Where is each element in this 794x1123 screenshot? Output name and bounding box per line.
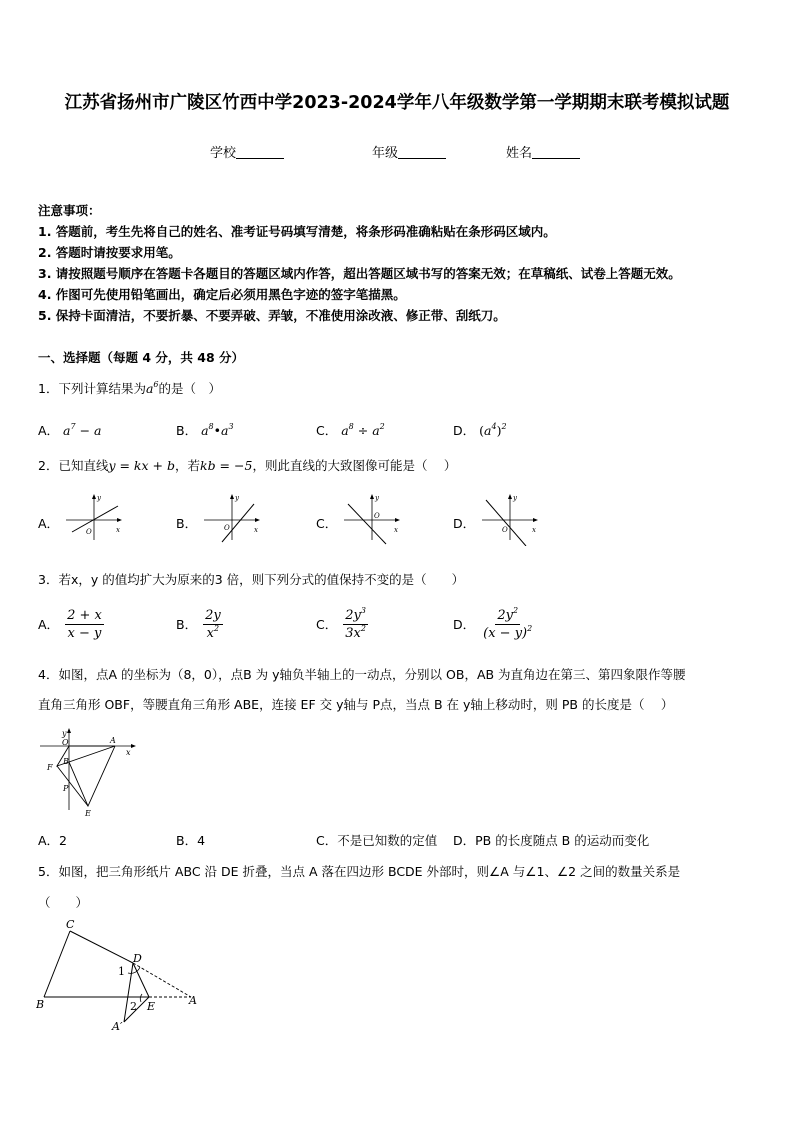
- segment-ef: [57, 766, 88, 806]
- x-axis-arrow: [117, 518, 122, 522]
- q4-option-b: B．4: [176, 833, 206, 848]
- fold-de: [133, 963, 149, 997]
- q1-stem: 1．下列计算结果为$a^6$的是（ ）: [38, 380, 222, 396]
- svg-text:x: x: [394, 526, 398, 534]
- label-c: C: [66, 918, 75, 931]
- label-p: P: [63, 784, 69, 793]
- side-cd: [70, 931, 133, 963]
- section-heading: 一、选择题（每题 4 分，共 48 分）: [38, 350, 245, 365]
- q3-stem: 3．若x，y 的值均扩大为原来的3 倍，则下列分式的值保持不变的是（ ）: [38, 572, 465, 587]
- q2-option-b: B．: [176, 516, 198, 531]
- svg-text:y: y: [235, 494, 239, 502]
- q5-stem-line1: 5．如图，把三角形纸片 ABC 沿 DE 折叠，当点 A 落在四边形 BCDE 外部时，则∠A 与∠1、∠2 之间的数量关系是: [38, 864, 681, 879]
- svg-text:y: y: [513, 494, 517, 502]
- y-label: y: [97, 494, 101, 502]
- label-e: E: [85, 809, 91, 818]
- q2-option-c: C．: [316, 516, 338, 531]
- notice-item-1: 1. 答题前，考生先将自己的姓名、准考证号码填写清楚，将条形码准确粘贴在条形码区域内。: [38, 224, 556, 239]
- q2-graph-a: [62, 490, 126, 546]
- notice-item-3: 3. 请按照题号顺序在答题卡各题目的答题区域内作答，超出答题区域书写的答案无效；在草稿纸、试卷上答题无效。: [38, 266, 681, 281]
- notice-item-2: 2. 答题时请按要求用笔。: [38, 245, 181, 260]
- grade-blank: [398, 146, 446, 159]
- label-y: y: [62, 729, 67, 738]
- label-a: A: [110, 736, 116, 745]
- name-field: [506, 142, 580, 161]
- school-label: 学校: [210, 146, 237, 161]
- svg-text:O: O: [374, 512, 380, 520]
- label-d: D: [133, 952, 142, 965]
- label-f: F: [47, 763, 53, 772]
- label-a: A: [189, 994, 197, 1007]
- label-b: B: [63, 757, 69, 766]
- label-o: O: [62, 738, 69, 747]
- q1-option-c: C． $a^8 \div a^2$: [316, 422, 385, 438]
- q3-option-d: D． $\frac{2y^2}{(x - y)^2}$: [453, 606, 533, 641]
- x-label: x: [116, 526, 120, 534]
- q2-graph-b: [200, 490, 264, 546]
- side-da-prime: [124, 963, 133, 1022]
- q5-figure: [36, 918, 206, 1036]
- q2-graph-d: [478, 490, 542, 546]
- x-axis-arrow: [131, 744, 136, 748]
- q4-stem-line1: 4．如图，点A 的坐标为（8，0），点B 为 y轴负半轴上的一动点，分别以 OB，AB 为直角边在第三、第四象限作等腰: [38, 667, 686, 682]
- q5-stem-line2: （ ）: [38, 895, 89, 910]
- q2-option-d: D．: [453, 516, 476, 531]
- q1-option-d: D． $(a^4)^2$: [453, 422, 507, 438]
- name-blank: [532, 146, 580, 159]
- grade-label: 年级: [372, 146, 399, 161]
- q4-stem-line2: 直角三角形 OBF，等腰直角三角形 ABE，连接 EF 交 y轴与 P点，当点 B 在 y轴上移动时，则 PB 的长度是（ ）: [38, 697, 674, 712]
- label-b: B: [36, 998, 45, 1011]
- q1-option-a: A． $a^7 - a$: [38, 422, 102, 438]
- school-blank: [236, 146, 284, 159]
- origin-label: O: [86, 528, 92, 536]
- school-field: [210, 142, 284, 161]
- label-angle-1: 1: [118, 965, 125, 978]
- q3-option-a: A． $\frac{2 + x}{x - y}$: [38, 608, 102, 641]
- grade-field: [372, 142, 446, 161]
- svg-text:x: x: [254, 526, 258, 534]
- q3-option-c: C． $\frac{2y^3}{3x^2}$: [316, 606, 366, 641]
- notice-item-5: 5. 保持卡面清洁，不要折暴、不要弄破、弄皱，不准使用涂改液、修正带、刮纸刀。: [38, 308, 506, 323]
- label-angle-2: 2: [130, 1000, 137, 1013]
- page-title: 江苏省扬州市广陵区竹西中学2023-2024学年八年级数学第一学期期末联考模拟试题: [64, 93, 730, 113]
- q2-graph-c: [340, 490, 404, 546]
- name-label: 姓名: [506, 146, 533, 161]
- q4-option-a: A．2: [38, 833, 68, 848]
- y-axis-arrow: [67, 728, 71, 733]
- q4-option-d: D．PB 的长度随点 B 的运动而变化: [453, 833, 650, 848]
- q2-stem: 2．已知直线y = kx + b，若kb = −5，则此直线的大致图像可能是（ ）: [38, 458, 457, 473]
- angle-1-arc: [128, 967, 140, 973]
- svg-text:O: O: [502, 526, 508, 534]
- svg-text:x: x: [532, 526, 536, 534]
- label-e: E: [147, 1000, 156, 1013]
- svg-text:y: y: [375, 494, 379, 502]
- triangle-abe: [69, 746, 115, 806]
- side-bc: [44, 931, 70, 997]
- notice-heading: 注意事项：: [38, 203, 101, 218]
- svg-text:O: O: [224, 524, 230, 532]
- q1-option-b: B． $a^8•a^3$: [176, 422, 234, 438]
- q2-option-a: A．: [38, 516, 60, 531]
- dashed-da: [133, 963, 191, 997]
- label-a-prime: A′: [112, 1020, 123, 1033]
- label-x: x: [126, 748, 131, 757]
- y-axis-arrow: [92, 494, 96, 499]
- q4-option-c: C．不是已知数的定值: [316, 833, 438, 848]
- q3-option-b: B． $\frac{2y}{x^2}$: [176, 608, 221, 641]
- angle-2-arc: [140, 994, 142, 1002]
- line-graph: [72, 506, 118, 532]
- q4-figure: [38, 728, 142, 820]
- notice-item-4: 4. 作图可先使用铅笔画出，确定后必须用黑色字迹的签字笔描黑。: [38, 287, 406, 302]
